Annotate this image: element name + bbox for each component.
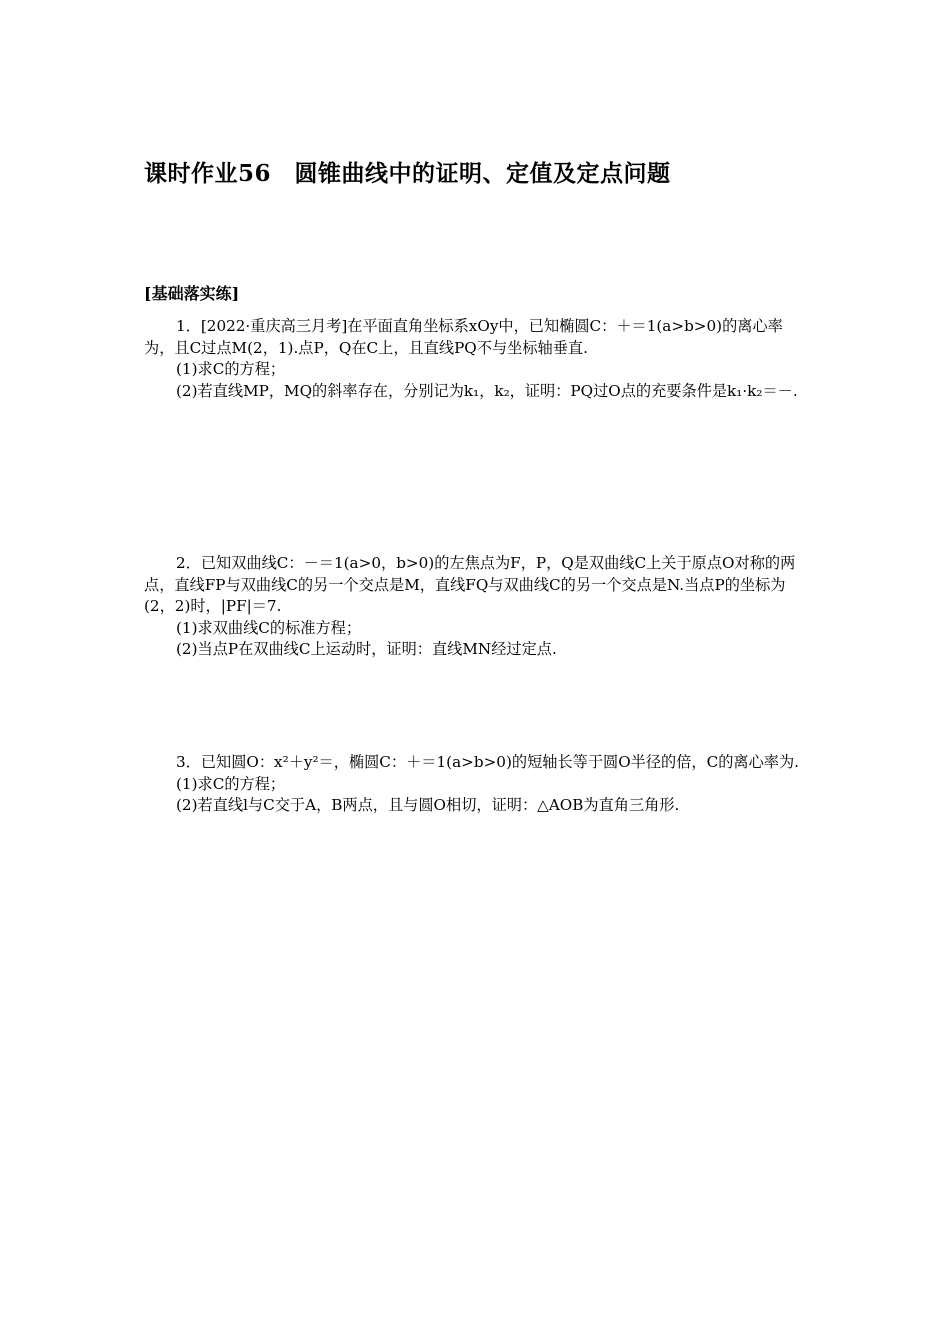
problem-2 [144,553,808,661]
problem-1-stem: 1．[2022·重庆高三月考]在平面直角坐标系xOy中，已知椭圆C：＋＝1(a>b>0)的离心率为，且C过点M(2，1).点P，Q在C上，且直线PQ不与坐标轴垂直. [144,317,783,357]
problem-3 [144,752,808,817]
problem-3-part-1: (1)求C的方程； [176,774,286,793]
problem-3-stem: 3．已知圆O：x²＋y²＝，椭圆C：＋＝1(a>b>0)的短轴长等于圆O半径的倍，C的离心率为. [176,753,799,771]
problem-1-part-1: (1)求C的方程； [176,360,286,378]
section-heading: [基础落实练] [144,284,240,303]
problem-2-part-1: (1)求双曲线C的标准方程； [176,618,362,637]
page-title: 课时作业56 圆锥曲线中的证明、定值及定点问题 [144,160,671,187]
problem-2-stem: 2．已知双曲线C：－＝1(a>0，b>0)的左焦点为F，P，Q是双曲线C上关于原点O对称的两点，直线FP与双曲线C的另一个交点是M，直线FQ与双曲线C的另一个交点是N.当点P的坐标为(2，2)时，|PF|＝7. [144,554,796,615]
problem-3-part-2: (2)若直线l与C交于A，B两点，且与圆O相切，证明：△AOB为直角三角形. [176,796,680,814]
problem-1 [144,316,808,402]
problem-2-part-2: (2)当点P在双曲线C上运动时，证明：直线MN经过定点. [176,640,557,658]
problem-1-part-2: (2)若直线MP，MQ的斜率存在，分别记为k₁，k₂，证明：PQ过O点的充要条件是k₁·k₂＝－. [176,381,798,400]
